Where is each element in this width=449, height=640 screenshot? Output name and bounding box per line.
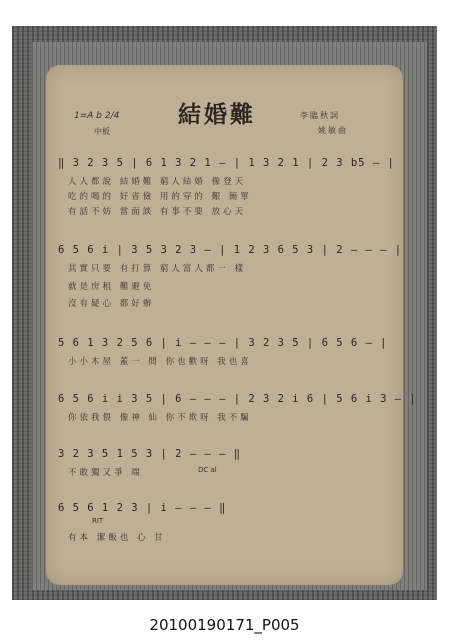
composer-credit: 姚敏曲 xyxy=(318,126,348,135)
song-title: 結婚難 xyxy=(178,101,256,128)
notation-line-1: ‖ 3 2 3 5 | 6 1 3 2 1 — | 1 3 2 1 | 2 3 b5 — | xyxy=(58,157,395,169)
image-code-caption: 20100190171_P005 xyxy=(149,616,300,634)
lyric-line-5: 不敢獨又爭 端 xyxy=(68,468,143,478)
dc-al-fine-mark: DC al xyxy=(198,466,217,474)
lyric-line-1b: 吃的喝的 好省儉 用的穿的 艱 簡單 xyxy=(68,192,252,202)
lyricist-credit: 李臨秋詞 xyxy=(300,111,340,120)
lyric-line-3: 小小木屋 蓋一 間 你也歡呀 我也喜 xyxy=(68,357,252,367)
lyric-line-2a: 其實只要 有打算 窮人富人都一 樣 xyxy=(68,264,247,274)
lyric-line-1a: 人人都說 結婚難 窮人結婚 像登天 xyxy=(68,177,247,187)
lyric-line-2b: 就是房租 難避免 xyxy=(68,282,155,292)
tempo-marking: 中板 xyxy=(94,127,110,136)
lyric-line-2c: 沒有疑心 都好辦 xyxy=(68,299,155,309)
notation-line-6: 6 5 6 1 2 3 | i — — — ‖ xyxy=(58,502,227,514)
lyric-line-1c: 有話不妨 當面談 有事不要 放心天 xyxy=(68,207,247,217)
notation-line-5: 3 2 3 5 1 5 3 | 2 — — — ‖ xyxy=(58,448,242,460)
lyric-line-4: 你依我偎 像神 仙 你不欺呀 我不騙 xyxy=(68,413,252,423)
notation-line-2: 6 5 6 i | 3 5 3 2 3 — | 1 2 3 6 5 3 | 2 — — — | xyxy=(58,244,403,256)
key-signature: 1=A b 2/4 xyxy=(74,111,120,121)
lyric-line-6: 有本 潔飯也 心 甘 xyxy=(68,533,166,543)
notation-line-3: 5 6 1 3 2 5 6 | i — — — | 3 2 3 5 | 6 5 6 — | xyxy=(58,337,388,349)
notation-line-4: 6 5 6 i i 3 5 | 6 — — — | 2 3 2 i 6 | 5 6 i 3 — | xyxy=(58,393,417,405)
ritardando-mark: RIT xyxy=(92,517,104,525)
